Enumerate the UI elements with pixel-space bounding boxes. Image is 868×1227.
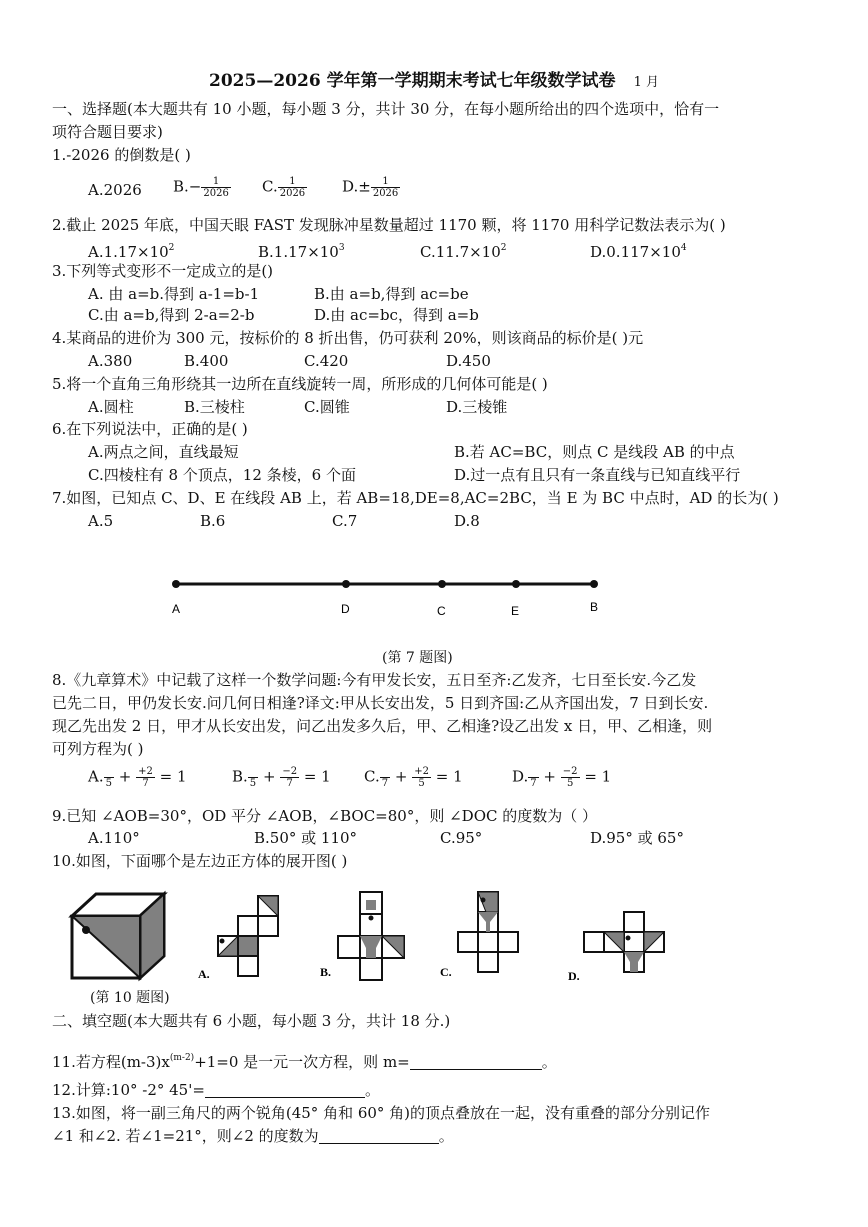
q11-prefix: 11.若方程(m-3)x bbox=[52, 1053, 170, 1071]
q4-stem: 4.某商品的进价为 300 元，按标价的 8 折出售，仍可获利 20%，则该商品的标价是( )元 bbox=[52, 329, 644, 347]
q10-caption: (第 10 题图) bbox=[90, 990, 170, 1006]
q2-stem: 2.截止 2025 年底，中国天眼 FAST 发现脉冲星数量超过 1170 颗，将 1170 用科学记数法表示为( ) bbox=[52, 216, 726, 234]
point-c-label: C bbox=[437, 604, 446, 618]
net-a-label: A. bbox=[198, 967, 210, 981]
q5-option-c: C.圆锥 bbox=[304, 398, 350, 416]
q8-d-plus: + bbox=[543, 767, 556, 786]
q8-d-frac2-num: −2 bbox=[562, 766, 578, 777]
q8-option-b bbox=[232, 766, 331, 789]
q3-option-c: C.由 a=b,得到 2-a=2-b bbox=[88, 306, 255, 324]
q2-b-exp: 3 bbox=[338, 243, 345, 253]
q11-exponent: (m-2) bbox=[169, 1053, 195, 1063]
q6-option-d: D.过一点有且只有一条直线与已知直线平行 bbox=[454, 466, 741, 484]
q8-a-frac2 bbox=[136, 766, 155, 789]
q11-line bbox=[52, 1048, 557, 1072]
q9-option-d: D.95° 或 65° bbox=[590, 829, 684, 847]
q9-option-a: A.110° bbox=[88, 829, 140, 847]
cube-dot bbox=[82, 926, 90, 934]
q8-b-frac2 bbox=[280, 766, 299, 789]
q1-b-den: 2026 bbox=[203, 188, 229, 199]
point-a-dot bbox=[172, 580, 180, 588]
q12-end: 。 bbox=[364, 1081, 380, 1099]
q8-b-label: B. bbox=[232, 767, 248, 786]
point-b-dot bbox=[590, 580, 598, 588]
q4-option-c: C.420 bbox=[304, 352, 349, 370]
q8-c-eq: = 1 bbox=[435, 767, 463, 786]
q2-a-exp: 2 bbox=[168, 243, 175, 253]
q8-d-frac1-den: 7 bbox=[530, 778, 537, 789]
q8-a-frac1 bbox=[104, 766, 114, 789]
q13-end: 。 bbox=[438, 1127, 454, 1145]
q7-caption: (第 7 题图) bbox=[382, 650, 453, 666]
q8-a-frac1-den: 5 bbox=[105, 778, 112, 789]
title-month: 1 月 bbox=[633, 75, 659, 90]
q5-stem: 5.将一个直角三角形绕其一边所在直线旋转一周，所形成的几何体可能是( ) bbox=[52, 375, 548, 393]
q10-net-d bbox=[562, 900, 672, 990]
net-c-label: C. bbox=[440, 965, 452, 979]
q2-d-exp: 4 bbox=[680, 243, 687, 253]
q8-c-plus: + bbox=[394, 767, 408, 786]
q2-c-text: C.11.7×10 bbox=[420, 243, 501, 261]
q3-option-b: B.由 a=b,得到 ac=be bbox=[314, 285, 469, 303]
q9-option-c: C.95° bbox=[440, 829, 483, 847]
q8-line1: 8.《九章算术》中记载了这样一个数学问题:今有甲发长安，五日至齐:乙发齐，七日至长安.今乙发 bbox=[52, 671, 697, 689]
q2-option-c bbox=[420, 238, 507, 262]
q12-prefix: 12.计算:10° -2° 45'= bbox=[52, 1081, 205, 1099]
q6-option-a: A.两点之间，直线最短 bbox=[88, 443, 239, 461]
q3-option-d: D.由 ac=bc，得到 a=b bbox=[314, 306, 479, 324]
q1-d-num: 1 bbox=[371, 176, 400, 188]
q1-stem: 1.-2026 的倒数是( ) bbox=[52, 146, 191, 164]
title-text: 2025—2026 学年第一学期期末考试七年级数学试卷 bbox=[209, 71, 616, 91]
q8-d-frac2 bbox=[561, 766, 580, 789]
q8-d-frac2-den: 5 bbox=[566, 778, 574, 789]
point-d-dot bbox=[342, 580, 350, 588]
q2-a-text: A.1.17×10 bbox=[88, 243, 169, 261]
q7-stem: 7.如图，已知点 C、D、E 在线段 AB 上，若 AB=18,DE=8,AC=2BC，当 E 为 BC 中点时，AD 的长为( ) bbox=[52, 489, 779, 507]
q6-option-c: C.四棱柱有 8 个顶点，12 条棱，6 个面 bbox=[88, 466, 356, 484]
q2-d-text: D.0.117×10 bbox=[590, 243, 681, 261]
q13-answer-blank[interactable] bbox=[319, 1129, 439, 1144]
q1-c-fraction bbox=[278, 176, 307, 199]
q1-c-num: 1 bbox=[278, 176, 307, 188]
q8-c-frac1 bbox=[380, 766, 390, 789]
q8-c-label: C. bbox=[364, 767, 380, 786]
q2-option-d bbox=[590, 238, 687, 262]
q1-option-b bbox=[173, 176, 231, 199]
q8-d-label: D. bbox=[512, 767, 529, 786]
q8-d-frac1 bbox=[528, 766, 538, 789]
q7-segment-figure bbox=[160, 570, 620, 626]
net-d-label: D. bbox=[568, 969, 580, 983]
q12-answer-blank[interactable] bbox=[205, 1083, 365, 1098]
q3-option-a: A. 由 a=b.得到 a-1=b-1 bbox=[88, 285, 260, 303]
q8-a-plus: + bbox=[118, 767, 132, 786]
q1-d-fraction bbox=[371, 176, 400, 199]
q7-option-a: A.5 bbox=[88, 512, 114, 530]
q13-line1: 13.如图，将一副三角尺的两个锐角(45° 角和 60° 角)的顶点叠放在一起，没有重叠的部分分别记作 bbox=[52, 1104, 711, 1122]
q8-b-eq: = 1 bbox=[303, 767, 331, 786]
section1-intro-line2: 项符合题目要求) bbox=[52, 123, 163, 141]
point-a-label: A bbox=[172, 602, 181, 616]
q1-b-fraction bbox=[201, 176, 230, 199]
q9-stem: 9.已知 ∠AOB=30°，OD 平分 ∠AOB，∠BOC=80°，则 ∠DOC 的度数为（ ） bbox=[52, 807, 598, 825]
q4-option-d: D.450 bbox=[446, 352, 491, 370]
q8-a-eq: = 1 bbox=[159, 767, 187, 786]
q8-c-frac1-den: 7 bbox=[381, 778, 389, 789]
q4-option-a: A.380 bbox=[88, 352, 133, 370]
q8-d-eq: = 1 bbox=[584, 767, 612, 786]
q11-answer-blank[interactable] bbox=[410, 1055, 542, 1070]
q2-c-exp: 2 bbox=[500, 243, 507, 253]
q1-b-num: 1 bbox=[201, 176, 230, 188]
q8-option-a bbox=[88, 766, 187, 789]
q8-a-frac1-num bbox=[104, 766, 114, 778]
q8-b-frac2-den: 7 bbox=[286, 778, 293, 789]
q13-line2 bbox=[52, 1126, 454, 1146]
q8-option-d bbox=[512, 766, 611, 789]
q10-stem: 10.如图，下面哪个是左边正方体的展开图( ) bbox=[52, 852, 348, 870]
q8-b-frac1-num bbox=[248, 766, 258, 778]
q2-b-text: B.1.17×10 bbox=[258, 243, 339, 261]
q1-c-prefix: C. bbox=[262, 177, 278, 196]
q2-option-b bbox=[258, 238, 345, 262]
q13-line2-text: ∠1 和∠2. 若∠1=21°，则∠2 的度数为 bbox=[52, 1127, 319, 1145]
q7-option-b: B.6 bbox=[200, 512, 226, 530]
q8-b-frac2-num: −2 bbox=[282, 766, 298, 777]
q10-net-a bbox=[196, 890, 296, 990]
q8-a-label: A. bbox=[88, 767, 104, 786]
point-e-dot bbox=[512, 580, 520, 588]
q2-option-a bbox=[88, 238, 174, 262]
q11-end: 。 bbox=[541, 1053, 557, 1071]
q7-option-d: D.8 bbox=[454, 512, 480, 530]
q9-option-b: B.50° 或 110° bbox=[254, 829, 358, 847]
net-b-label: B. bbox=[320, 965, 332, 979]
q8-a-frac2-num: +2 bbox=[138, 766, 153, 777]
q6-option-b: B.若 AC=BC，则点 C 是线段 AB 的中点 bbox=[454, 443, 735, 461]
q11-suffix: +1=0 是一元一次方程，则 m= bbox=[194, 1053, 410, 1071]
q8-line4: 可列方程为( ) bbox=[52, 740, 144, 758]
q8-c-frac1-num bbox=[380, 766, 390, 778]
section1-intro-line1: 一、选择题(本大题共有 10 小题，每小题 3 分，共计 30 分，在每小题所给出的四个选项中，恰有一 bbox=[52, 100, 720, 118]
q6-stem: 6.在下列说法中，正确的是( ) bbox=[52, 420, 248, 438]
q8-b-plus: + bbox=[262, 767, 276, 786]
q8-c-frac2-num: +2 bbox=[414, 766, 429, 777]
point-b-label: B bbox=[590, 600, 599, 614]
q5-option-a: A.圆柱 bbox=[88, 398, 134, 416]
section2-intro: 二、填空题(本大题共有 6 小题，每小题 3 分，共计 18 分.) bbox=[52, 1012, 451, 1030]
q8-option-c bbox=[364, 766, 463, 789]
q1-d-prefix: D.± bbox=[342, 177, 371, 196]
q12-line bbox=[52, 1080, 380, 1100]
q1-option-c bbox=[262, 176, 307, 199]
q4-option-b: B.400 bbox=[184, 352, 229, 370]
q3-stem: 3.下列等式变形不一定成立的是() bbox=[52, 262, 274, 280]
q8-b-frac1 bbox=[248, 766, 258, 789]
q1-option-a: A.2026 bbox=[88, 181, 142, 199]
q5-option-d: D.三棱锥 bbox=[446, 398, 508, 416]
q1-c-den: 2026 bbox=[279, 188, 306, 199]
q10-cube-figure bbox=[68, 890, 168, 982]
q8-a-frac2-den: 7 bbox=[142, 778, 149, 789]
q8-line2: 已先二日，甲仍发长安.问几何日相逢?译文:甲从长安出发，5 日到齐国:乙从齐国出发，7 日到长安. bbox=[52, 694, 709, 712]
point-c-dot bbox=[438, 580, 446, 588]
q10-net-c bbox=[438, 888, 538, 988]
point-d-label: D bbox=[341, 602, 350, 616]
q10-net-b bbox=[318, 888, 418, 988]
q8-d-frac1-num bbox=[528, 766, 538, 778]
q1-option-d bbox=[342, 176, 400, 199]
q8-c-frac2 bbox=[412, 766, 431, 789]
q8-line3: 现乙先出发 2 日，甲才从长安出发，问乙出发多久后，甲、乙相逢?设乙出发 x 日，甲、乙相逢，则 bbox=[52, 717, 713, 735]
point-e-label: E bbox=[511, 604, 520, 618]
q8-b-frac1-den: 5 bbox=[249, 778, 257, 789]
q8-c-frac2-den: 5 bbox=[418, 778, 425, 789]
exam-title bbox=[0, 66, 868, 91]
q7-option-c: C.7 bbox=[332, 512, 358, 530]
q1-d-den: 2026 bbox=[372, 188, 399, 199]
q1-b-prefix: B.− bbox=[173, 177, 202, 196]
q5-option-b: B.三棱柱 bbox=[184, 398, 245, 416]
